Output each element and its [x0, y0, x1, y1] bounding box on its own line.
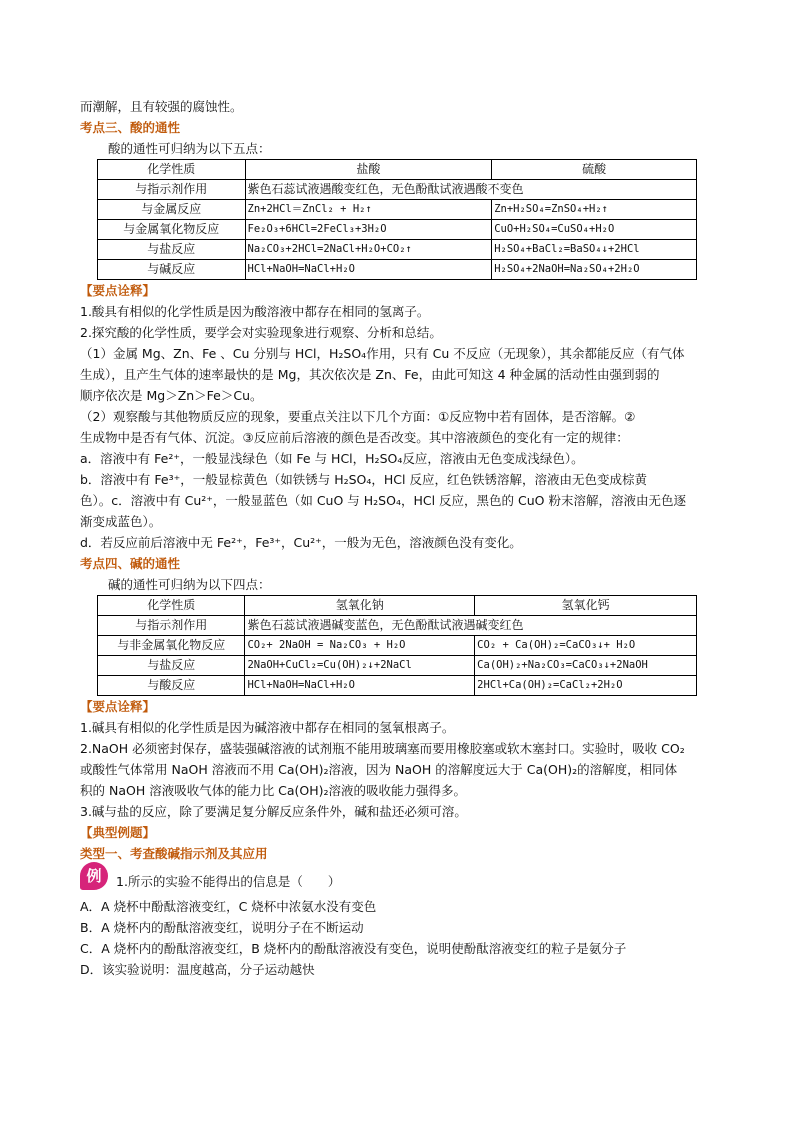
notes2-p2a: 2.NaOH 必须密封保存，盛装强碱溶液的试剂瓶不能用玻璃塞而要用橡胶塞或软木塞封口。实验时，吸收 CO₂: [80, 741, 685, 756]
type1-title: 类型一、考查酸碱指示剂及其应用: [80, 846, 268, 861]
table-cell: HCl+NaOH=NaCl+H₂O: [245, 676, 475, 696]
table-cell: 与指示剂作用: [98, 616, 245, 636]
table-row: [98, 240, 697, 260]
notes1-p3b: 生成），且产生气体的速率最快的是 Mg，其次依次是 Zn、Fe，由此可知这 4 种金属的活动性由强到弱的: [80, 367, 660, 382]
notes1-pb3: 渐变成蓝色）。: [80, 514, 162, 529]
section4-lead: 碱的通性可归纳为以下四点：: [108, 577, 271, 592]
table-cell: HCl+NaOH=NaCl+H₂O: [245, 260, 492, 280]
table-cell: 与酸反应: [98, 676, 245, 696]
table-header: 化学性质: [98, 160, 246, 180]
table-row: [98, 200, 697, 220]
table-cell: 与金属反应: [98, 200, 246, 220]
notes1-p1: 1.酸具有相似的化学性质是因为酸溶液中都存在相同的氢离子。: [80, 304, 430, 319]
table-header: 硫酸: [492, 160, 697, 180]
notes1-p3c: 顺序依次是 Mg＞Zn＞Fe＞Cu。: [80, 388, 263, 403]
table-row: [98, 180, 697, 200]
notes1-pa: a．溶液中有 Fe²⁺，一般显浅绿色（如 Fe 与 HCl，H₂SO₄反应，溶液由无色变成浅绿色）。: [80, 451, 584, 466]
notes1-title: 【要点诠释】: [80, 283, 156, 298]
table-cell: Ca(OH)₂+Na₂CO₃=CaCO₃↓+2NaOH: [475, 656, 697, 676]
table-cell: 2NaOH+CuCl₂=Cu(OH)₂↓+2NaCl: [245, 656, 475, 676]
table-cell: 紫色石蕊试液遇碱变蓝色，无色酚酞试液遇碱变红色: [245, 616, 697, 636]
table-header-row: [98, 596, 697, 616]
question-text: 1.所示的实验不能得出的信息是（ ）: [116, 874, 341, 889]
option-b: B．A 烧杯内的酚酞溶液变红，说明分子在不断运动: [80, 920, 364, 935]
notes1-p4a: （2）观察酸与其他物质反应的现象，要重点关注以下几个方面：①反应物中若有固体，是否溶解。②: [80, 409, 636, 424]
notes1-pb2: 色）。c．溶液中有 Cu²⁺，一般显蓝色（如 CuO 与 H₂SO₄，HCl 反应，黑色的 CuO 粉末溶解，溶液由无色逐: [80, 493, 686, 508]
table-row: [98, 676, 697, 696]
notes1-p4b: 生成物中是否有气体、沉淀。③反应前后溶液的颜色是否改变。其中溶液颜色的变化有一定的规律：: [80, 430, 629, 445]
notes2-p3: 3.碱与盐的反应，除了要满足复分解反应条件外，碱和盐还必须可溶。: [80, 804, 467, 819]
examples-title: 【典型例题】: [80, 825, 156, 840]
table-header: 盐酸: [245, 160, 492, 180]
table-header: 化学性质: [98, 596, 245, 616]
table-cell: 与盐反应: [98, 656, 245, 676]
table-cell: 与非金属氧化物反应: [98, 636, 245, 656]
table-header: 氢氧化钙: [475, 596, 697, 616]
table-row: [98, 220, 697, 240]
notes2-p2c: 积的 NaOH 溶液吸收气体的能力比 Ca(OH)₂溶液的吸收能力强得多。: [80, 783, 467, 798]
table-cell: CO₂ + Ca(OH)₂=CaCO₃↓+ H₂O: [475, 636, 697, 656]
option-c: C．A 烧杯内的酚酞溶液变红，B 烧杯内的酚酞溶液没有变色，说明使酚酞溶液变红的粒子是氨分子: [80, 941, 627, 956]
intro-text: 而潮解，且有较强的腐蚀性。: [80, 99, 243, 114]
table-header-row: [98, 160, 697, 180]
table-cell: CuO+H₂SO₄=CuSO₄+H₂O: [492, 220, 697, 240]
table-cell: 与指示剂作用: [98, 180, 246, 200]
section3-lead: 酸的通性可归纳为以下五点：: [108, 141, 271, 156]
notes1-p3a: （1）金属 Mg、Zn、Fe 、Cu 分别与 HCl，H₂SO₄作用，只有 Cu 不反应（无现象），其余都能反应（有气体: [80, 346, 685, 361]
table-cell: 与金属氧化物反应: [98, 220, 246, 240]
table-cell: Zn+H₂SO₄=ZnSO₄+H₂↑: [492, 200, 697, 220]
table-cell: 与盐反应: [98, 240, 246, 260]
table-row: [98, 636, 697, 656]
notes1-pd: d．若反应前后溶液中无 Fe²⁺，Fe³⁺，Cu²⁺，一般为无色，溶液颜色没有变化。: [80, 535, 522, 550]
table-row: [98, 616, 697, 636]
table-header: 氢氧化钠: [245, 596, 475, 616]
table-cell: H₂SO₄+BaCl₂=BaSO₄↓+2HCl: [492, 240, 697, 260]
notes1-p2: 2.探究酸的化学性质，要学会对实验现象进行观察、分析和总结。: [80, 325, 442, 340]
notes2-p2b: 或酸性气体常用 NaOH 溶液而不用 Ca(OH)₂溶液，因为 NaOH 的溶解度远大于 Ca(OH)₂的溶解度，相同体: [80, 762, 678, 777]
acid-properties-table: [97, 159, 697, 280]
option-d: D．该实验说明：温度越高，分子运动越快: [80, 962, 315, 977]
table-cell: 紫色石蕊试液遇酸变红色，无色酚酞试液遇酸不变色: [245, 180, 697, 200]
section3-title: 考点三、酸的通性: [80, 120, 181, 135]
table-cell: Zn+2HCl＝ZnCl₂ + H₂↑: [245, 200, 492, 220]
table-cell: 2HCl+Ca(OH)₂=CaCl₂+2H₂O: [475, 676, 697, 696]
option-a: A．A 烧杯中酚酞溶液变红，C 烧杯中浓氨水没有变色: [80, 899, 377, 914]
section4-title: 考点四、碱的通性: [80, 556, 181, 571]
notes2-p1: 1.碱具有相似的化学性质是因为碱溶液中都存在相同的氢氧根离子。: [80, 720, 455, 735]
table-cell: Fe₂O₃+6HCl=2FeCl₃+3H₂O: [245, 220, 492, 240]
table-cell: 与碱反应: [98, 260, 246, 280]
base-properties-table: [97, 595, 697, 696]
table-cell: H₂SO₄+2NaOH=Na₂SO₄+2H₂O: [492, 260, 697, 280]
example-header: [80, 868, 710, 896]
document-page: [80, 96, 710, 980]
table-row: [98, 656, 697, 676]
example-badge-icon: 例: [80, 862, 108, 890]
notes1-pb1: b．溶液中有 Fe³⁺，一般显棕黄色（如铁锈与 H₂SO₄，HCl 反应，红色铁锈溶解，溶液由无色变成棕黄: [80, 472, 647, 487]
table-cell: Na₂CO₃+2HCl=2NaCl+H₂O+CO₂↑: [245, 240, 492, 260]
table-row: [98, 260, 697, 280]
table-cell: CO₂+ 2NaOH = Na₂CO₃ + H₂O: [245, 636, 475, 656]
notes2-title: 【要点诠释】: [80, 699, 156, 714]
